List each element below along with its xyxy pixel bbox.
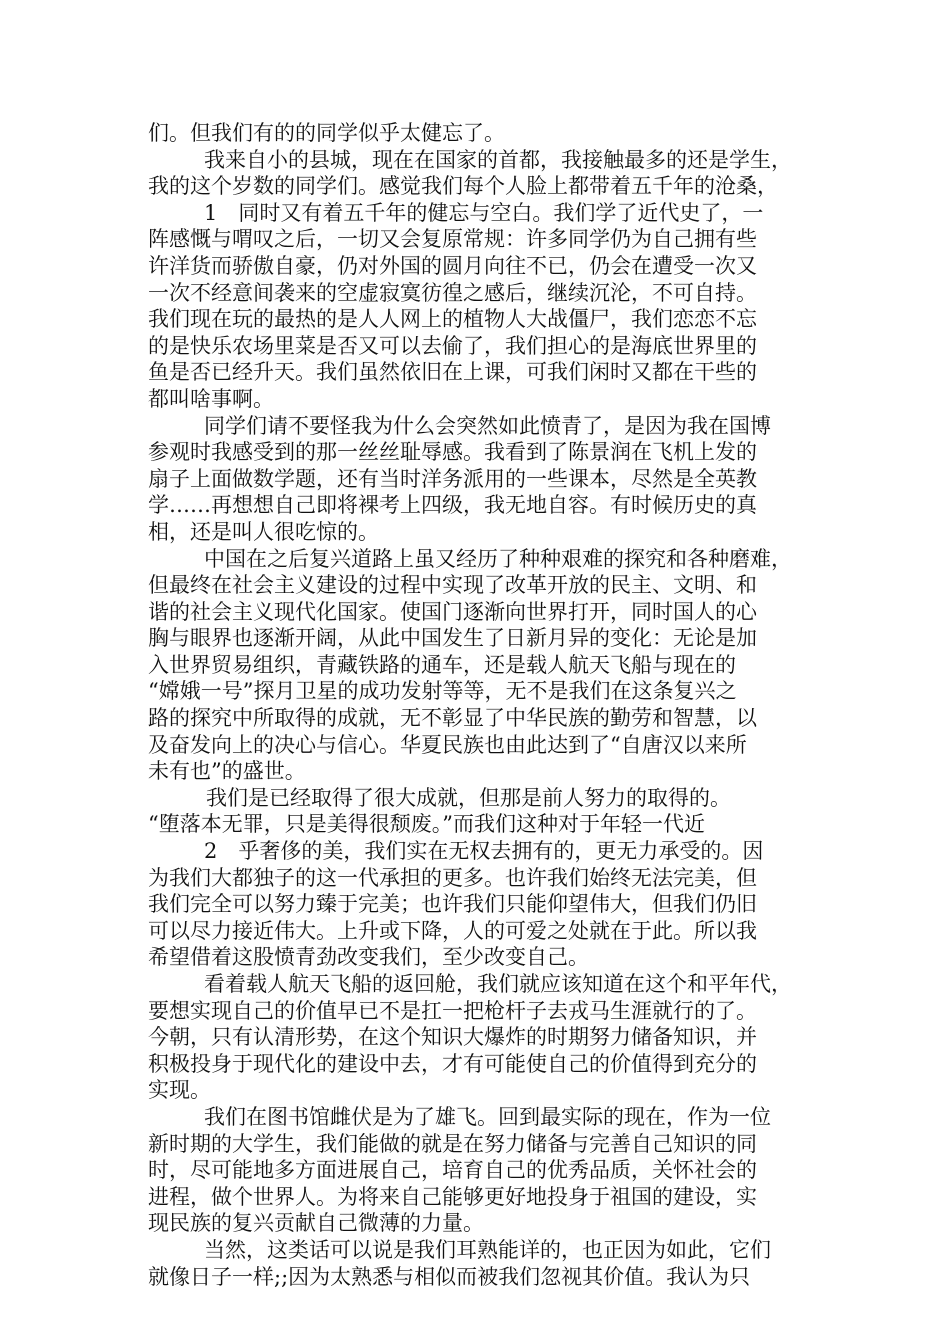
text-line: 未有也”的盛世。 — [148, 759, 306, 784]
text-line: 胸与眼界也逐渐开阔，从此中国发生了日新月异的变化：无论是加 — [148, 626, 757, 651]
text-line: 进程，做个世界人。为将来自己能够更好地投身于祖国的建设，实 — [148, 1184, 757, 1209]
text-line: “嫦娥一号”探月卫星的成功发射等等，无不是我们在这条复兴之 — [148, 679, 737, 704]
text-line: 路的探究中所取得的成就，无不彰显了中华民族的勤劳和智慧，以 — [148, 706, 757, 731]
text-line: 希望借着这股愤青劲改变我们，至少改变自己。 — [148, 945, 589, 970]
text-line: 但最终在社会主义建设的过程中实现了改革开放的民主、文明、和 — [148, 573, 757, 598]
text-line: 今朝，只有认清形势，在这个知识大爆炸的时期努力储备知识，并 — [148, 1025, 757, 1050]
paragraph-first-line: 同学们请不要怪我为什么会突然如此愤青了，是因为我在国博 — [204, 413, 771, 438]
text-line: 我们现在玩的最热的是人人网上的植物人大战僵尸，我们恋恋不忘 — [148, 307, 757, 332]
document-page — [148, 120, 808, 1290]
text-line: 许洋货而骄傲自豪，仍对外国的圆月向往不已，仍会在遭受一次又 — [148, 253, 757, 278]
text-line: 参观时我感受到的那一丝丝耻辱感。我看到了陈景润在飞机上发的 — [148, 440, 757, 465]
text-line: 时，尽可能地多方面进展自己，培育自己的优秀品质，关怀社会的 — [148, 1158, 757, 1183]
text-line-with-page-number: 2 乎奢侈的美，我们实在无权去拥有的，更无力承受的。因 — [204, 839, 764, 864]
text-line: 谐的社会主义现代化国家。使国门逐渐向世界打开，同时国人的心 — [148, 599, 757, 624]
text-line: 阵感慨与喟叹之后，一切又会复原常规：许多同学仍为自己拥有些 — [148, 227, 757, 252]
paragraph-first-line: 我们是已经取得了很大成就，但那是前人努力的取得的。 — [206, 785, 731, 810]
text-line: 可以尽力接近伟大。上升或下降，人的可爱之处就在于此。所以我 — [148, 918, 757, 943]
paragraph-first-line: 我来自小的县城，现在在国家的首都，我接触最多的还是学生， — [204, 147, 792, 172]
text-line: 就像日子一样;;因为太熟悉与相似而被我们忽视其价值。我认为只 — [148, 1264, 751, 1289]
text-line: 积极投身于现代化的建设中去，才有可能使自己的价值得到充分的 — [148, 1051, 757, 1076]
text-line: 们。但我们有的的同学似乎太健忘了。 — [148, 121, 505, 145]
text-line: 都叫啥事啊。 — [148, 386, 274, 411]
text-line: 新时期的大学生，我们能做的就是在努力储备与完善自己知识的同 — [148, 1131, 757, 1156]
text-line: 扇子上面做数学题，还有当时洋务派用的一些课本，尽然是全英教 — [148, 466, 757, 491]
paragraph-first-line: 中国在之后复兴道路上虽又经历了种种艰难的探究和各种磨难， — [204, 546, 792, 571]
text-line: 学……再想想自己即将裸考上四级，我无地自容。有时候历史的真 — [148, 493, 757, 518]
text-line: 一次不经意间袭来的空虚寂寞彷徨之感后，继续沉沦，不可自持。 — [148, 280, 757, 305]
text-line: 及奋发向上的决心与信心。华夏民族也由此达到了“自唐汉以来所 — [148, 732, 747, 757]
text-line: 的是快乐农场里菜是否又可以去偷了，我们担心的是海底世界里的 — [148, 333, 757, 358]
paragraph-first-line: 我们在图书馆雌伏是为了雄飞。回到最实际的现在，作为一位 — [204, 1104, 771, 1129]
text-line: 我们完全可以努力臻于完美；也许我们只能仰望伟大，但我们仍旧 — [148, 892, 757, 917]
text-line-with-page-number: 1 同时又有着五千年的健忘与空白。我们学了近代史了，一 — [204, 200, 764, 225]
text-line: 相，还是叫人很吃惊的。 — [148, 519, 379, 544]
text-line: “堕落本无罪，只是美得很颓废。”而我们这种对于年轻一代近 — [148, 812, 705, 837]
paragraph-first-line: 看着载人航天飞船的返回舱，我们就应该知道在这个和平年代， — [204, 972, 792, 996]
text-line: 要想实现自己的价值早已不是扛一把枪杆子去戎马生涯就行的了。 — [148, 998, 757, 1023]
text-line: 实现。 — [148, 1078, 211, 1103]
text-line: 现民族的复兴贡献自己微薄的力量。 — [148, 1211, 484, 1236]
text-line: 鱼是否已经升天。我们虽然依旧在上课，可我们闲时又都在干些的 — [148, 360, 757, 385]
text-line: 为我们大都独子的这一代承担的更多。也许我们始终无法完美，但 — [148, 865, 757, 890]
text-line: 入世界贸易组织，青藏铁路的通车，还是载人航天飞船与现在的 — [148, 652, 736, 677]
text-line: 我的这个岁数的同学们。感觉我们每个人脸上都带着五千年的沧桑， — [148, 174, 778, 199]
paragraph-first-line: 当然，这类话可以说是我们耳熟能详的，也正因为如此，它们 — [204, 1237, 771, 1262]
